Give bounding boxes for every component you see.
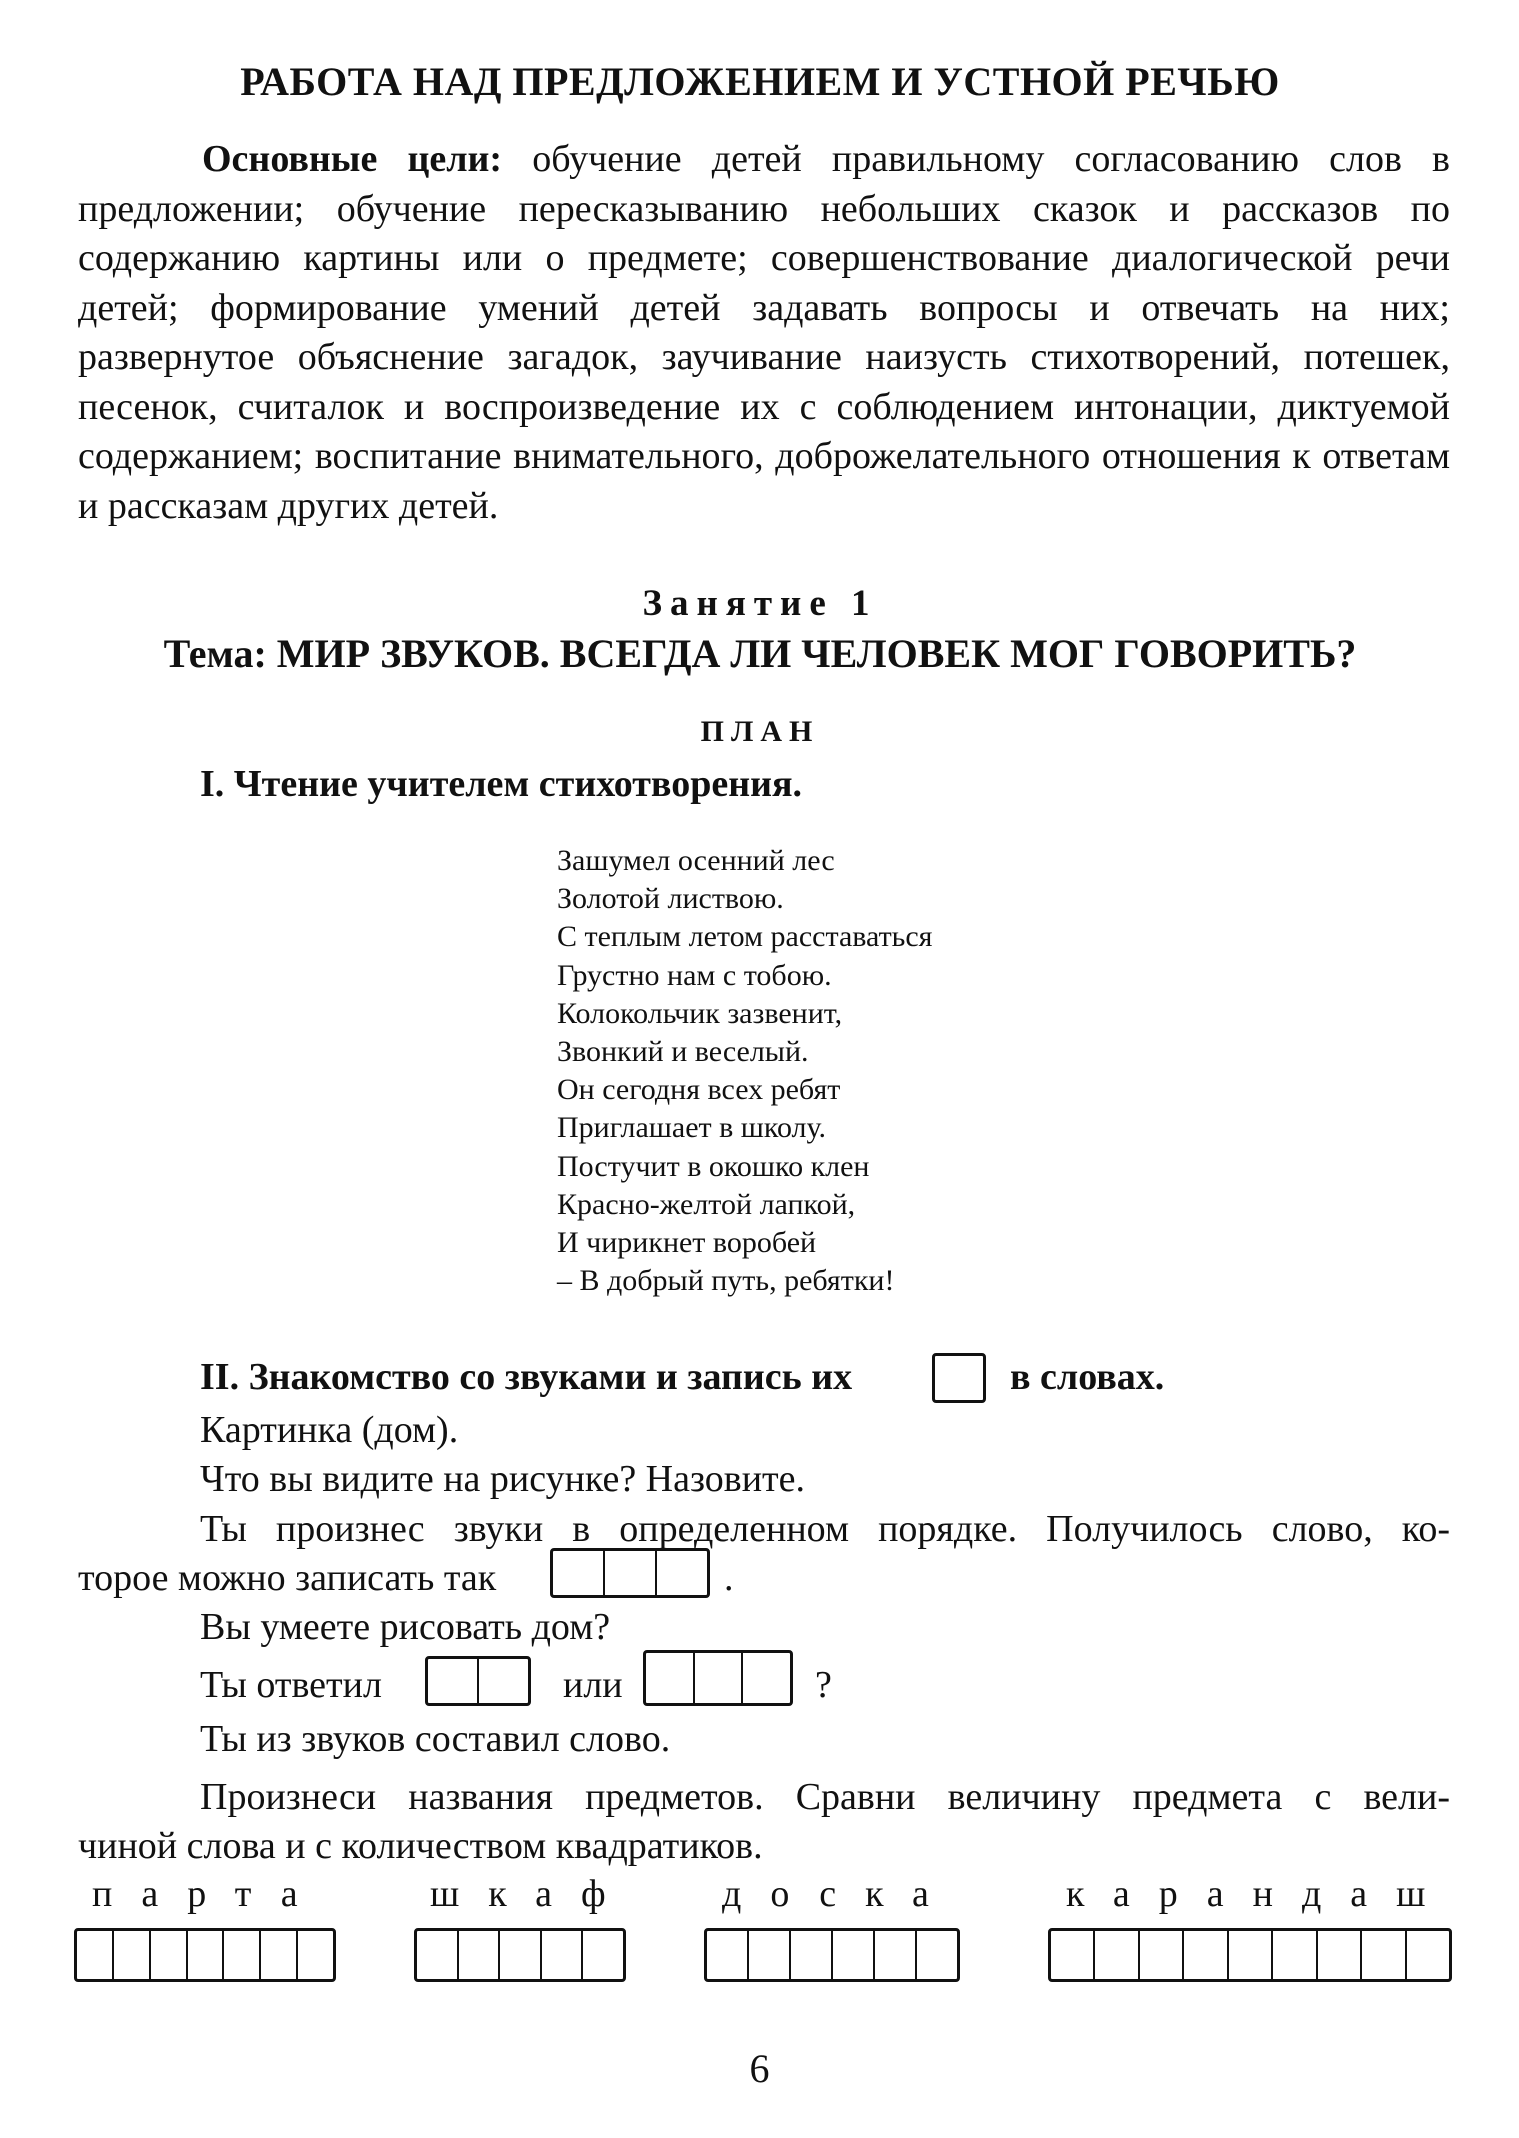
box-cell [581, 1931, 623, 1979]
goals-label: Основные цели: [202, 138, 503, 180]
box-cell [149, 1931, 186, 1979]
box-cell [417, 1931, 457, 1979]
box-cell [77, 1931, 112, 1979]
box-cell [222, 1931, 259, 1979]
box-cell [603, 1551, 655, 1595]
box-cell [457, 1931, 499, 1979]
poem-line: – В добрый путь, ребятки! [557, 1264, 895, 1298]
plan-item-2-suffix: в словах. [1010, 1356, 1165, 1398]
box-cell [1182, 1931, 1226, 1979]
box-cell [873, 1931, 915, 1979]
poem-line: Звонкий и веселый. [557, 1035, 809, 1069]
word-doska: доска [722, 1873, 958, 1915]
box-cell [553, 1551, 603, 1595]
poem-line: Красно-желтой лапкой, [557, 1187, 856, 1221]
poem [557, 842, 932, 1300]
task-line: Произнеси названия предметов. Сравни величину предмета с вели- [200, 1776, 1450, 1818]
box-cell [1093, 1931, 1137, 1979]
box-cell [707, 1931, 747, 1979]
poem-line: Колокольчик зазвенит, [557, 996, 843, 1030]
box-cell [186, 1931, 223, 1979]
box-cell [915, 1931, 957, 1979]
box-cell [259, 1931, 296, 1979]
box-cell [477, 1659, 528, 1703]
question-line: Что вы видите на рисунке? Назовите. [200, 1458, 806, 1500]
goals-paragraph [78, 135, 1450, 531]
box-cell [935, 1356, 983, 1400]
plan-item-1: I. Чтение учителем стихотворения. [200, 763, 803, 805]
word-box-net [643, 1650, 793, 1706]
paragraph-line: торое можно записать так [78, 1557, 497, 1599]
box-cell [1051, 1931, 1093, 1979]
conclusion-line: Ты из звуков составил слово. [200, 1718, 671, 1760]
plan-item-2 [200, 1355, 852, 1399]
poem-line: Золотой листвою. [557, 882, 784, 916]
word-parta: парта [92, 1873, 327, 1915]
box-cell [831, 1931, 873, 1979]
word-boxes-shkaf [414, 1928, 626, 1982]
word-boxes-karandash [1048, 1928, 1452, 1982]
box-cell [747, 1931, 789, 1979]
picture-line: Картинка (дом). [200, 1409, 459, 1451]
poem-line: Зашумел осенний лес [557, 844, 835, 877]
box-cell [540, 1931, 582, 1979]
box-cell [1271, 1931, 1315, 1979]
lesson-title: Занятие 1 [642, 583, 878, 624]
box-cell [693, 1653, 742, 1703]
word-box-dom [550, 1548, 710, 1598]
box-cell [1316, 1931, 1360, 1979]
box-cell [112, 1931, 149, 1979]
poem-line: С теплым летом расставаться [557, 920, 933, 954]
answer-or: или [563, 1664, 623, 1706]
plan-item-2-text: II. Знакомство со звуками и запись их [200, 1356, 853, 1398]
section-title: РАБОТА НАД ПРЕДЛОЖЕНИЕМ И УСТНОЙ РЕЧЬЮ [240, 59, 1280, 104]
word-boxes-parta [74, 1928, 336, 1982]
box-cell [655, 1551, 707, 1595]
task-line: чиной слова и с количеством квадратиков. [78, 1825, 763, 1867]
poem-line: И чирикнет воробей [557, 1226, 817, 1260]
lesson-topic: Тема: МИР ЗВУКОВ. ВСЕГДА ЛИ ЧЕЛОВЕК МОГ ГОВОРИТЬ? [163, 631, 1357, 676]
plan-label: ПЛАН [700, 715, 820, 748]
box-cell [646, 1653, 693, 1703]
poem-line: Постучит в окошко клен [557, 1149, 870, 1183]
paragraph-line-end: . [724, 1557, 734, 1599]
word-boxes-doska [704, 1928, 960, 1982]
answer-line: Ты ответил [200, 1664, 382, 1706]
poem-line: Грустно нам с тобою. [557, 958, 832, 992]
answer-question-mark: ? [815, 1664, 832, 1706]
box-cell [428, 1659, 477, 1703]
box-cell [296, 1931, 333, 1979]
paragraph-line: Ты произнес звуки в определенном порядке. Получилось слово, ко- [200, 1508, 1450, 1550]
question-line: Вы умеете рисовать дом? [200, 1606, 611, 1648]
word-karandash: карандаш [1066, 1873, 1455, 1915]
poem-line: Приглашает в школу. [557, 1111, 827, 1145]
box-cell [1360, 1931, 1404, 1979]
word-box-da [425, 1656, 531, 1706]
word-shkaf: шкаф [430, 1873, 635, 1915]
box-cell [741, 1653, 790, 1703]
poem-line: Он сегодня всех ребят [557, 1073, 841, 1107]
box-cell [789, 1931, 831, 1979]
box-cell [1227, 1931, 1271, 1979]
box-cell [498, 1931, 540, 1979]
box-cell [1138, 1931, 1182, 1979]
goals-text: обучение детей правильному согласованию слов в предложении; обучение пересказыванию небольших сказок и рассказов по содержанию картины или о предмете; совершенствование диалогической речи детей; формирование умений детей задавать вопросы и отвечать на них; развернутое объяснение загадок, заучивание наизусть стихотворений, потешек, песенок, считалок и воспроизведение их с соблюдением интонации, диктуемой содержанием; воспитание внимательного, доброжелательного отношения к ответам и рассказам других детей. [78, 138, 1451, 527]
page-number: 6 [749, 2046, 770, 2091]
sound-box [932, 1353, 986, 1403]
box-cell [1405, 1931, 1449, 1979]
